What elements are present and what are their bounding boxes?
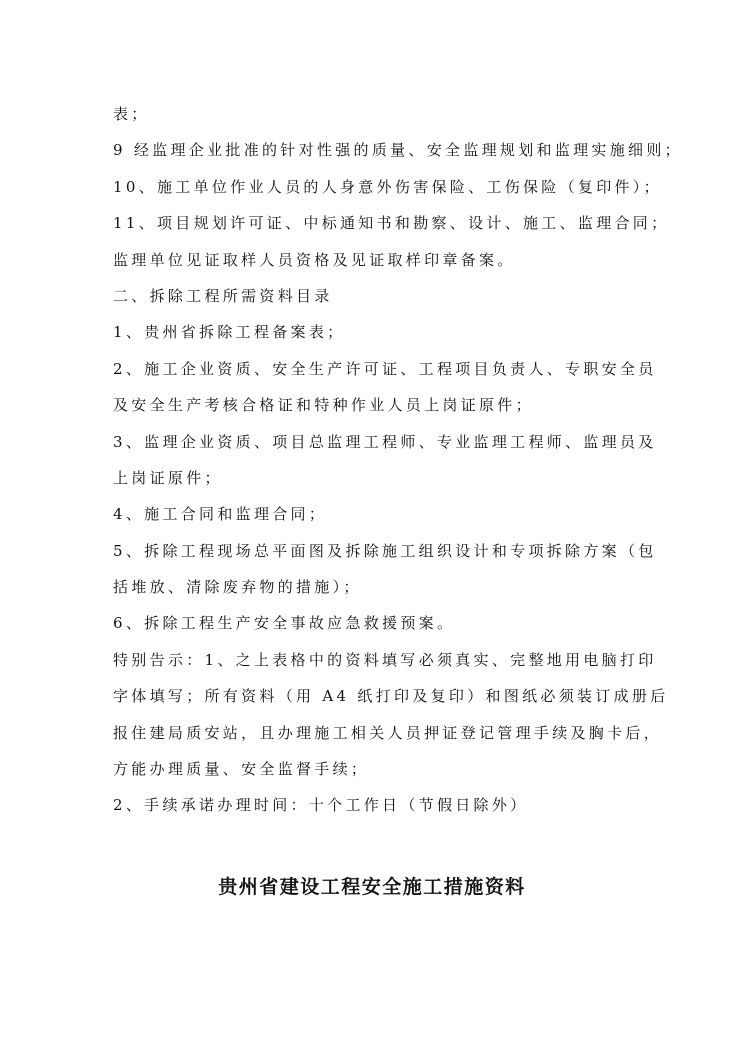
document-title: 贵州省建设工程安全施工措施资料	[218, 876, 526, 898]
text-line: 2、施工企业资质、安全生产许可证、工程项目负责人、专职安全员	[113, 359, 657, 378]
text-line: 上岗证原件；	[113, 468, 223, 487]
text-line: 3、监理企业资质、项目总监理工程师、专业监理工程师、监理员及	[113, 432, 657, 451]
notice-line: 2、手续承诺办理时间：十个工作日（节假日除外）	[113, 796, 529, 815]
text-line: 表；	[113, 105, 150, 123]
text-line: 10、施工单位作业人员的人身意外伤害保险、工伤保险（复印件）；	[113, 177, 662, 196]
text-line: 5、拆除工程现场总平面图及拆除施工组织设计和专项拆除方案（包	[113, 541, 657, 560]
section-heading: 二、拆除工程所需资料目录	[113, 286, 333, 305]
text-line: 11、项目规划许可证、中标通知书和勘察、设计、施工、监理合同；	[113, 214, 670, 233]
text-line: 1、贵州省拆除工程备案表；	[113, 323, 346, 342]
notice-line: 特别告示：1、之上表格中的资料填写必须真实、完整地用电脑打印	[113, 650, 657, 669]
text-line: 6、拆除工程生产安全事故应急救援预案。	[113, 614, 456, 633]
text-line: 监理单位见证取样人员资格及见证取样印章备案。	[113, 250, 516, 269]
document-body	[113, 96, 683, 824]
notice-line: 方能办理质量、安全监督手续；	[113, 760, 370, 779]
notice-line: 字体填写；所有资料（用 A4 纸打印及复印）和图纸必须装订成册后	[113, 687, 669, 706]
notice-line: 报住建局质安站，且办理施工相关人员押证登记管理手续及胸卡后，	[113, 723, 663, 742]
text-line: 及安全生产考核合格证和特种作业人员上岗证原件；	[113, 396, 534, 415]
text-line: 4、施工合同和监理合同；	[113, 505, 328, 524]
text-line: 括堆放、清除废弃物的措施）；	[113, 578, 362, 597]
text-line: 9 经监理企业批准的针对性强的质量、安全监理规划和监理实施细则；	[113, 141, 683, 160]
